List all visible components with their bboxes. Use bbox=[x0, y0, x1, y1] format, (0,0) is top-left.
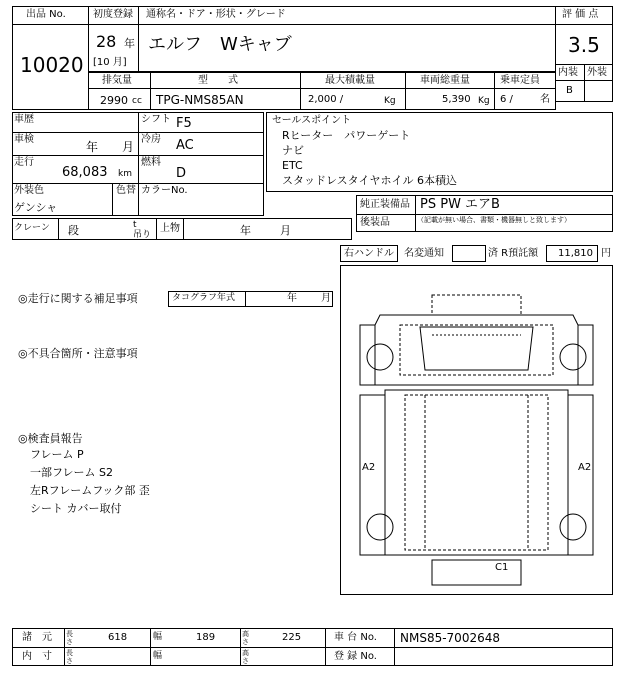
model-name: エルフ Wキャブ bbox=[148, 34, 292, 55]
shift-label: シフト bbox=[141, 114, 171, 125]
gross-weight-unit: Kg bbox=[478, 96, 490, 106]
lot-number: 10020 bbox=[20, 53, 84, 77]
defects-label: ◎不具合箇所・注意事項 bbox=[18, 347, 138, 360]
diagram-left-mark: A2 bbox=[362, 462, 376, 473]
tacho-label: タコグラフ年式 bbox=[172, 293, 236, 303]
equipment-label: 純正装備品 bbox=[360, 199, 410, 210]
truck-diagram bbox=[340, 265, 613, 595]
cooling-value: AC bbox=[176, 138, 194, 153]
crane-stage-unit: 段 bbox=[68, 224, 79, 237]
interior-grade-value: B bbox=[566, 85, 573, 96]
max-load-value: 2,000 / bbox=[308, 94, 344, 105]
gross-weight-label: 車両総重量 bbox=[420, 75, 470, 86]
capacity-value: 6 / bbox=[500, 94, 513, 105]
inspector-report-label: ◎検査員報告 bbox=[18, 432, 83, 445]
lot-label: 出品 No. bbox=[26, 9, 66, 20]
cooling-label: 冷房 bbox=[141, 134, 161, 145]
sales-point-item: ナビ bbox=[282, 144, 304, 157]
mileage-value: 68,083 bbox=[62, 165, 108, 180]
dims-label: 諸 元 bbox=[22, 632, 52, 643]
displacement-unit: cc bbox=[132, 96, 142, 106]
shift-value: F5 bbox=[176, 116, 192, 131]
capacity-label: 乗車定員 bbox=[500, 75, 540, 86]
first-reg-year: 28 bbox=[96, 32, 117, 51]
color-number-label: 色替 bbox=[116, 185, 136, 196]
recycle-unit: 円 bbox=[601, 248, 611, 259]
grade-value: 3.5 bbox=[568, 33, 600, 57]
displacement-label: 排気量 bbox=[102, 75, 132, 86]
inspector-line: フレーム P bbox=[30, 448, 84, 461]
crane-tonnage-unit: t 吊り bbox=[133, 220, 152, 240]
name-change-box bbox=[452, 245, 486, 262]
sales-points-label: セールスポイント bbox=[272, 115, 352, 126]
type-label: 型 式 bbox=[198, 75, 238, 86]
year-unit: 年 bbox=[124, 37, 135, 50]
crane-label: クレーン bbox=[14, 223, 50, 233]
recycle-value: 11,810 bbox=[558, 248, 593, 259]
displacement-value: 2990 bbox=[100, 94, 128, 107]
inspector-line: シート カバー取付 bbox=[30, 502, 122, 515]
name-change-label: 名変通知 bbox=[404, 248, 444, 259]
tacho-year-unit: 年 bbox=[287, 293, 297, 304]
interior-grade-label: 内装 bbox=[558, 67, 578, 78]
max-load-label: 最大積載量 bbox=[325, 75, 375, 86]
mileage-unit: km bbox=[118, 169, 132, 179]
length-label: 長さ bbox=[66, 629, 73, 646]
upper-month-unit: 月 bbox=[280, 224, 291, 237]
height-value: 225 bbox=[282, 632, 302, 643]
upper-label: 上物 bbox=[160, 223, 180, 234]
crane-row bbox=[12, 218, 352, 240]
inner-dims-label: 内 寸 bbox=[22, 651, 52, 662]
sales-point-item: スタッドレスタイヤホイル 6本積込 bbox=[282, 174, 457, 187]
gross-weight-value: 5,390 bbox=[442, 94, 471, 105]
width-label: 幅 bbox=[153, 632, 163, 642]
exterior-grade-label: 外装 bbox=[587, 67, 607, 78]
capacity-unit: 名 bbox=[540, 94, 550, 105]
inspection-month-unit: 月 bbox=[122, 140, 135, 154]
inspector-line: 左Rフレームフック部 歪 bbox=[30, 484, 150, 497]
aftermarket-note: （記載が無い場合、書類・機器無しと致します） bbox=[417, 216, 571, 224]
height-label: 高さ bbox=[242, 629, 249, 646]
equipment-value: PS PW エアB bbox=[420, 197, 500, 212]
tacho-month-unit: 月 bbox=[321, 293, 331, 304]
length-value: 618 bbox=[108, 632, 128, 643]
color-no-label: カラーNo. bbox=[141, 185, 188, 196]
inspection-year-unit: 年 bbox=[86, 140, 99, 154]
driving-notes-label: ◎走行に関する補足事項 bbox=[18, 292, 138, 305]
recycle-label: 済 R預託額 bbox=[488, 248, 539, 259]
inner-width-label: 幅 bbox=[153, 651, 163, 661]
vehicle-name-label: 通称名・ドア・形状・グレード bbox=[146, 9, 286, 20]
inspector-line: 一部フレーム S2 bbox=[30, 466, 114, 479]
history-label: 車歴 bbox=[14, 114, 34, 125]
upper-year-unit: 年 bbox=[240, 224, 251, 237]
color-value: ゲンシャ bbox=[14, 201, 58, 214]
inner-length-label: 長さ bbox=[66, 648, 73, 665]
handle-value: 右ハンドル bbox=[344, 248, 394, 259]
inner-height-label: 高さ bbox=[242, 648, 249, 665]
fuel-label: 燃料 bbox=[141, 157, 161, 168]
type-value: TPG-NMS85AN bbox=[156, 93, 244, 107]
fuel-value: D bbox=[176, 166, 187, 181]
color-label: 外装色 bbox=[14, 185, 44, 196]
max-load-unit: Kg bbox=[384, 96, 396, 106]
first-reg-label: 初度登録 bbox=[93, 9, 133, 20]
width-value: 189 bbox=[196, 632, 216, 643]
mileage-label: 走行 bbox=[14, 157, 34, 168]
chassis-value: NMS85-7002648 bbox=[400, 631, 500, 645]
diagram-rear-mark: C1 bbox=[495, 562, 509, 573]
grade-label: 評 価 点 bbox=[562, 9, 599, 20]
diagram-right-mark: A2 bbox=[578, 462, 592, 473]
reg-label: 登 録 No. bbox=[334, 651, 377, 662]
sales-point-item: ETC bbox=[282, 159, 303, 172]
sales-point-item: Rヒーター パワーゲート bbox=[282, 129, 411, 142]
inspection-label: 車検 bbox=[14, 134, 34, 145]
chassis-label: 車 台 No. bbox=[334, 632, 377, 643]
aftermarket-label: 後装品 bbox=[360, 217, 390, 228]
first-reg-month: [10 月] bbox=[93, 57, 127, 68]
